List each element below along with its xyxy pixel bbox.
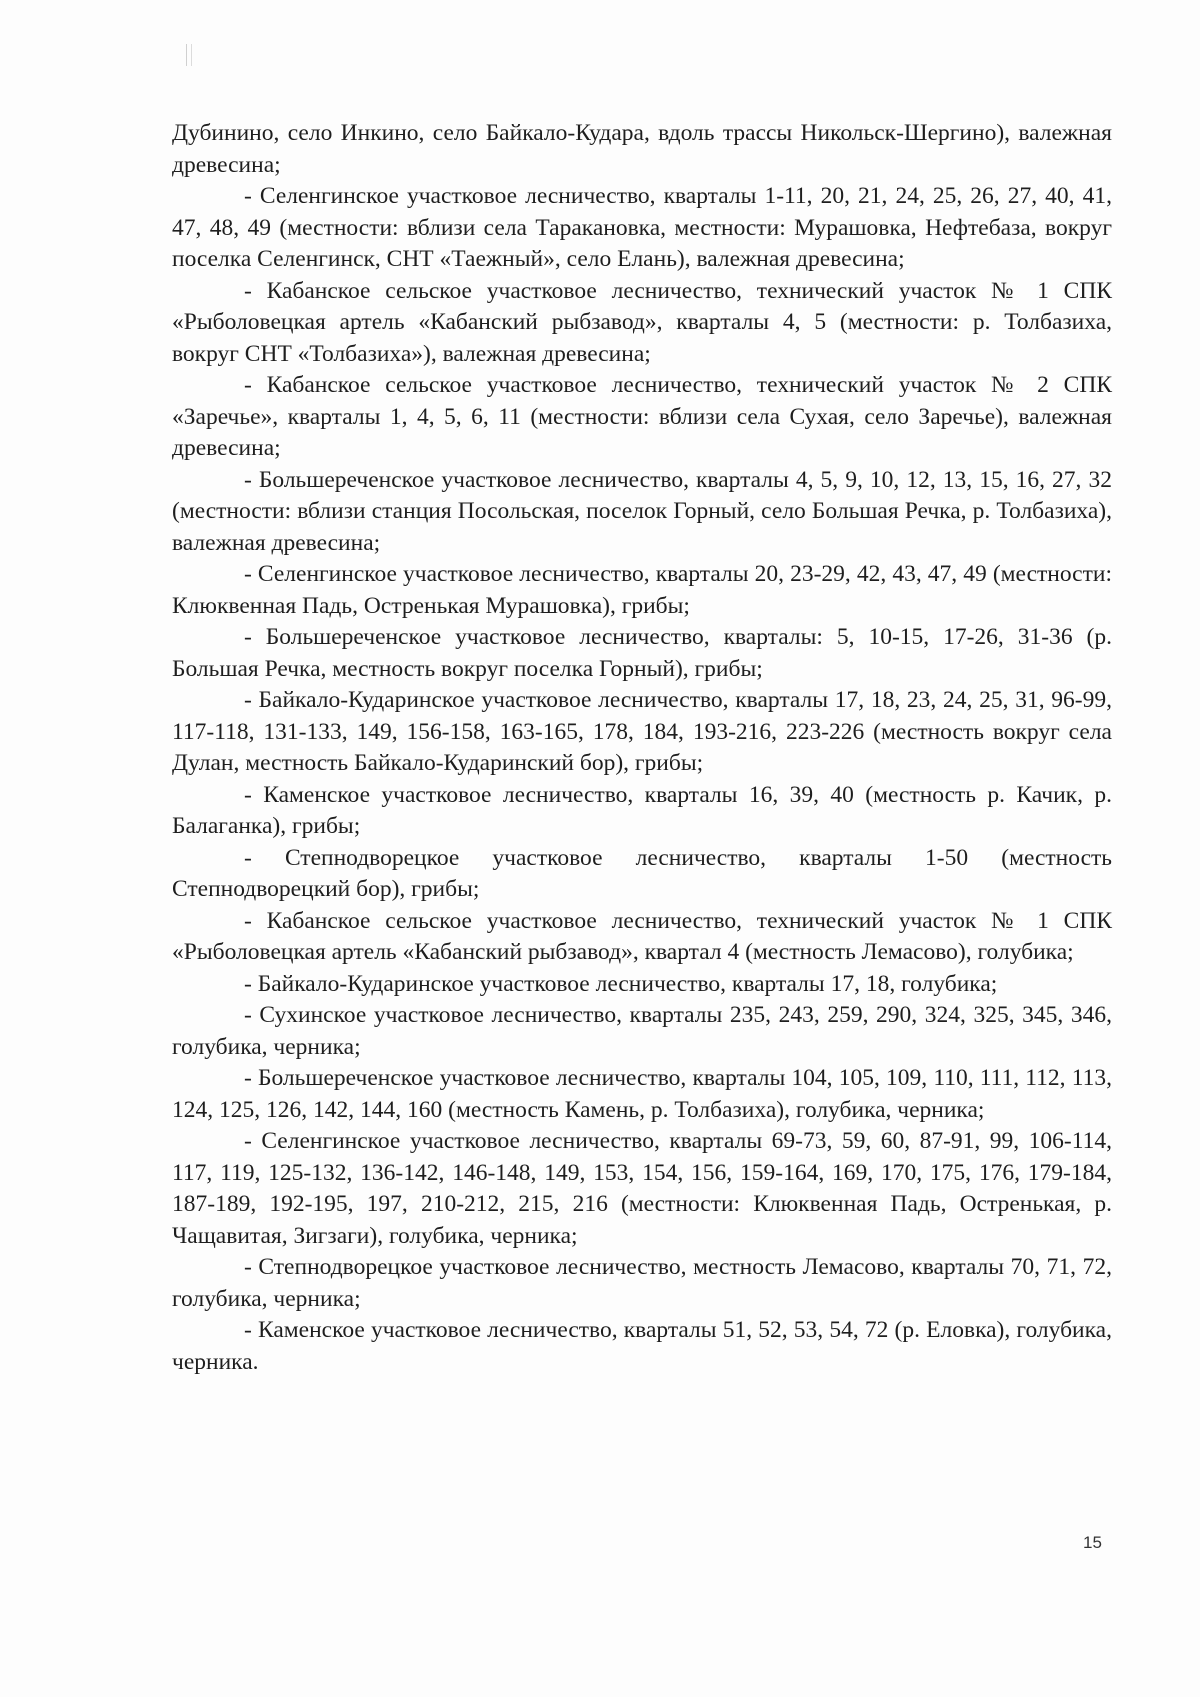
paragraph: - Кабанское сельское участковое лесничество, технический участок № 1 СПК «Рыболовецкая артель «Кабанский рыбзавод», кварталы 4, 5 (местности: р. Толбазиха, вокруг СНТ «Толбазиха»), валежная древесина; [172, 277, 1112, 367]
paragraph: - Каменское участковое лесничество, кварталы 51, 52, 53, 54, 72 (р. Еловка), голубика, черника. [172, 1317, 1112, 1375]
paragraph: - Байкало-Кударинское участковое лесничество, кварталы 17, 18, 23, 24, 25, 31, 96-99, 117-118, 131-133, 149, 156-158, 163-165, 178, 184, 193-216, 223-226 (местность вокруг села Дулан, местность Байкало-Кударинский бор), грибы; [172, 687, 1112, 776]
paragraph: - Большереченское участковое лесничество, кварталы 104, 105, 109, 110, 111, 112, 113, 124, 125, 126, 142, 144, 160 (местность Камень, р. Толбазиха), голубика, черника; [172, 1065, 1112, 1123]
document-body [172, 118, 1112, 1378]
paragraph: - Кабанское сельское участковое лесничество, технический участок № 1 СПК «Рыболовецкая артель «Кабанский рыбзавод», квартал 4 (местность Лемасово), голубика; [172, 907, 1112, 965]
paragraph: - Большереченское участковое лесничество, кварталы: 5, 10-15, 17-26, 31-36 (р. Большая Речка, местность вокруг поселка Горный), грибы; [172, 624, 1112, 682]
page-number: 15 [1083, 1533, 1102, 1552]
paragraph: - Степнодворецкое участковое лесничество, местность Лемасово, кварталы 70, 71, 72, голубика, черника; [172, 1254, 1112, 1312]
paragraph: - Каменское участковое лесничество, кварталы 16, 39, 40 (местность р. Качик, р. Балаганка), грибы; [172, 781, 1112, 839]
paragraph: - Селенгинское участковое лесничество, кварталы 69-73, 59, 60, 87-91, 99, 106-114, 117, 119, 125-132, 136-142, 146-148, 149, 153, 154, 156, 159-164, 169, 170, 175, 176, 179-184, 187-189, 192-195, 197, 210-212, 215, 216 (местности: Клюквенная Падь, Остренькая, р. Чащавитая, Зигзаги), голубика, черника; [172, 1128, 1112, 1249]
paragraph: - Степнодворецкое участковое лесничество, кварталы 1-50 (местность Степнодворецкий бор), грибы; [172, 844, 1112, 902]
paragraph: - Селенгинское участковое лесничество, кварталы 20, 23-29, 42, 43, 47, 49 (местности: Клюквенная Падь, Остренькая Мурашовка), грибы; [172, 561, 1112, 619]
paragraph: - Байкало-Кударинское участковое лесничество, кварталы 17, 18, голубика; [244, 970, 998, 997]
paragraph: Дубинино, село Инкино, село Байкало-Кудара, вдоль трассы Никольск-Шергино), валежная древесина; [172, 120, 1112, 178]
paragraph: - Селенгинское участковое лесничество, кварталы 1-11, 20, 21, 24, 25, 26, 27, 40, 41, 47, 48, 49 (местности: вблизи села Таракановка, местности: Мурашовка, Нефтебаза, вокруг поселка Селенгинск, СНТ «Таежный», село Елань), валежная древесина; [172, 183, 1112, 272]
paragraph: - Кабанское сельское участковое лесничество, технический участок № 2 СПК «Заречье», кварталы 1, 4, 5, 6, 11 (местности: вблизи села Сухая, село Заречье), валежная древесина; [172, 372, 1112, 461]
paragraph: - Большереченское участковое лесничество, кварталы 4, 5, 9, 10, 12, 13, 15, 16, 27, 32 (местности: вблизи станция Посольская, поселок Горный, село Большая Речка, р. Толбазиха), валежная древесина; [172, 466, 1112, 556]
scan-artifact [186, 44, 192, 66]
paragraph: - Сухинское участковое лесничество, кварталы 235, 243, 259, 290, 324, 325, 345, 346, голубика, черника; [172, 1002, 1112, 1060]
